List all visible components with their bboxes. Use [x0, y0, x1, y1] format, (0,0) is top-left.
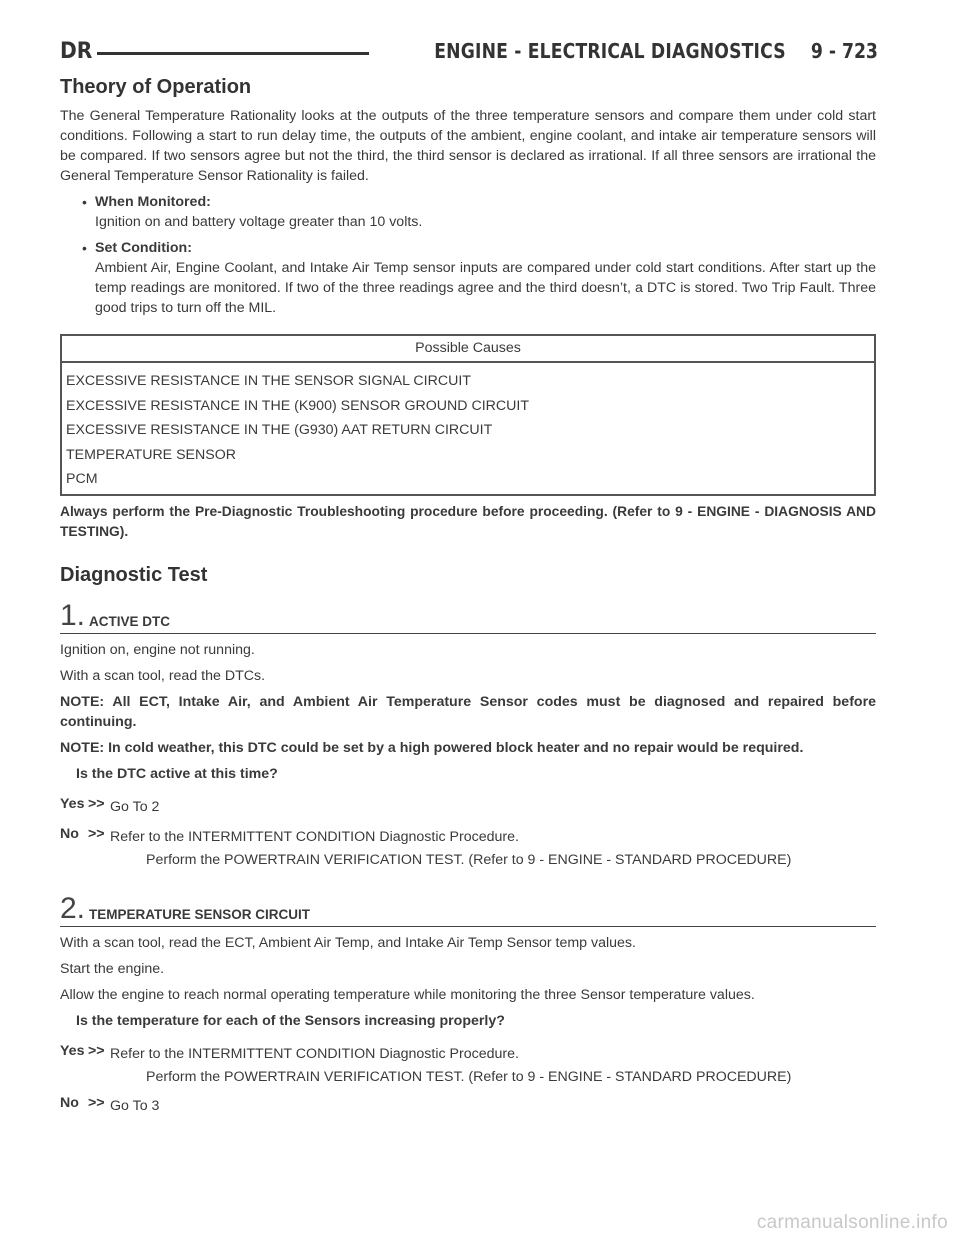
possible-causes-header: Possible Causes [62, 336, 874, 363]
answer-text: Go To 3 [110, 1097, 160, 1114]
step-title: ACTIVE DTC [89, 613, 171, 629]
header-page-number: 9 - 723 [811, 39, 878, 63]
page-header [60, 36, 878, 66]
answer-text: Go To 2 [110, 798, 160, 815]
watermark: carmanualsonline.info [756, 1212, 948, 1233]
cause-item: PCM [66, 471, 98, 487]
answer-text: Refer to the INTERMITTENT CONDITION Diagnostic Procedure. [110, 828, 519, 845]
answer-subtext: Perform the POWERTRAIN VERIFICATION TEST. (Refer to 9 - ENGINE - STANDARD PROCEDURE) [146, 1068, 792, 1085]
step-line: Start the engine. [60, 960, 165, 977]
answer-label: Yes [60, 1042, 85, 1059]
step-question: Is the DTC active at this time? [76, 765, 278, 782]
step-question: Is the temperature for each of the Sensors increasing properly? [76, 1012, 505, 1029]
step-line: With a scan tool, read the ECT, Ambient Air Temp, and Intake Air Temp Sensor temp values. [60, 934, 636, 951]
bullet-set-condition [60, 238, 876, 318]
answer-text: Refer to the INTERMITTENT CONDITION Diagnostic Procedure. [110, 1045, 519, 1062]
bullet-when-monitored [60, 192, 876, 232]
arrow-icon: >> [88, 825, 105, 842]
step-1-header [60, 598, 876, 634]
arrow-icon: >> [88, 795, 105, 812]
arrow-icon: >> [88, 1042, 105, 1059]
step-2-header [60, 891, 876, 927]
cause-item: EXCESSIVE RESISTANCE IN THE SENSOR SIGNAL CIRCUIT [66, 373, 471, 389]
header-code: DR [60, 38, 93, 64]
always-perform-note: Always perform the Pre-Diagnostic Troubleshooting procedure before proceeding. (Refer to 9 - ENGINE - DIAGNOSIS AND TESTING). [60, 503, 876, 539]
theory-body: The General Temperature Rationality looks at the outputs of the three temperature sensors and compare them under cold start conditions. Following a start to run delay time, the outputs of the ambient, engine coolant, and intake air temperature sensors will be compared. If two sensors agree but not the third, the third sensor is declared as irrational. If all three sensors are irrational the General Temperature Sensor Rationality is failed. [60, 108, 876, 184]
bullet-dot-icon: • [82, 240, 87, 256]
possible-causes-list [62, 363, 874, 494]
header-title: ENGINE - ELECTRICAL DIAGNOSTICS [434, 39, 787, 63]
step-title: TEMPERATURE SENSOR CIRCUIT [89, 906, 311, 922]
step-line: Ignition on, engine not running. [60, 641, 255, 658]
bullet-text: Ambient Air, Engine Coolant, and Intake Air Temp sensor inputs are compared under cold start conditions. After start up the temp readings are monitored. If two of the three readings agree and the third doesn’t, a DTC is stored. Two Trip Fault. Three good trips to turn off the MIL. [95, 260, 876, 316]
theory-heading: Theory of Operation [60, 76, 252, 98]
answer-label: Yes [60, 795, 85, 812]
answer-yes [60, 1041, 876, 1061]
cause-item: EXCESSIVE RESISTANCE IN THE (K900) SENSOR GROUND CIRCUIT [66, 397, 530, 414]
answer-no [60, 1093, 876, 1113]
answer-label: No [60, 1094, 79, 1111]
header-rule [97, 52, 369, 55]
answer-subtext: Perform the POWERTRAIN VERIFICATION TEST. (Refer to 9 - ENGINE - STANDARD PROCEDURE) [146, 851, 792, 868]
answer-no [60, 824, 876, 844]
bullet-title: When Monitored: [95, 194, 211, 210]
bullet-dot-icon: • [82, 194, 87, 210]
diagnostic-test-heading: Diagnostic Test [60, 563, 208, 586]
cause-item: EXCESSIVE RESISTANCE IN THE (G930) AAT RETURN CIRCUIT [66, 422, 493, 438]
arrow-icon: >> [88, 1094, 105, 1111]
answer-label: No [60, 825, 79, 842]
cause-item: TEMPERATURE SENSOR [66, 446, 237, 463]
bullet-title: Set Condition: [95, 240, 192, 256]
step-line: Allow the engine to reach normal operating temperature while monitoring the three Sensor temperature values. [60, 986, 755, 1003]
step-note: NOTE: All ECT, Intake Air, and Ambient Air Temperature Sensor codes must be diagnosed and repaired before continuing. [60, 693, 876, 730]
answer-yes [60, 794, 876, 814]
step-line: With a scan tool, read the DTCs. [60, 667, 266, 684]
page-content [60, 76, 876, 1113]
bullet-text: Ignition on and battery voltage greater than 10 volts. [95, 214, 423, 230]
step-number: 1. [60, 598, 86, 632]
step-note: NOTE: In cold weather, this DTC could be set by a high powered block heater and no repair would be required. [60, 739, 804, 756]
possible-causes-table [60, 334, 876, 496]
step-number: 2. [60, 891, 86, 925]
